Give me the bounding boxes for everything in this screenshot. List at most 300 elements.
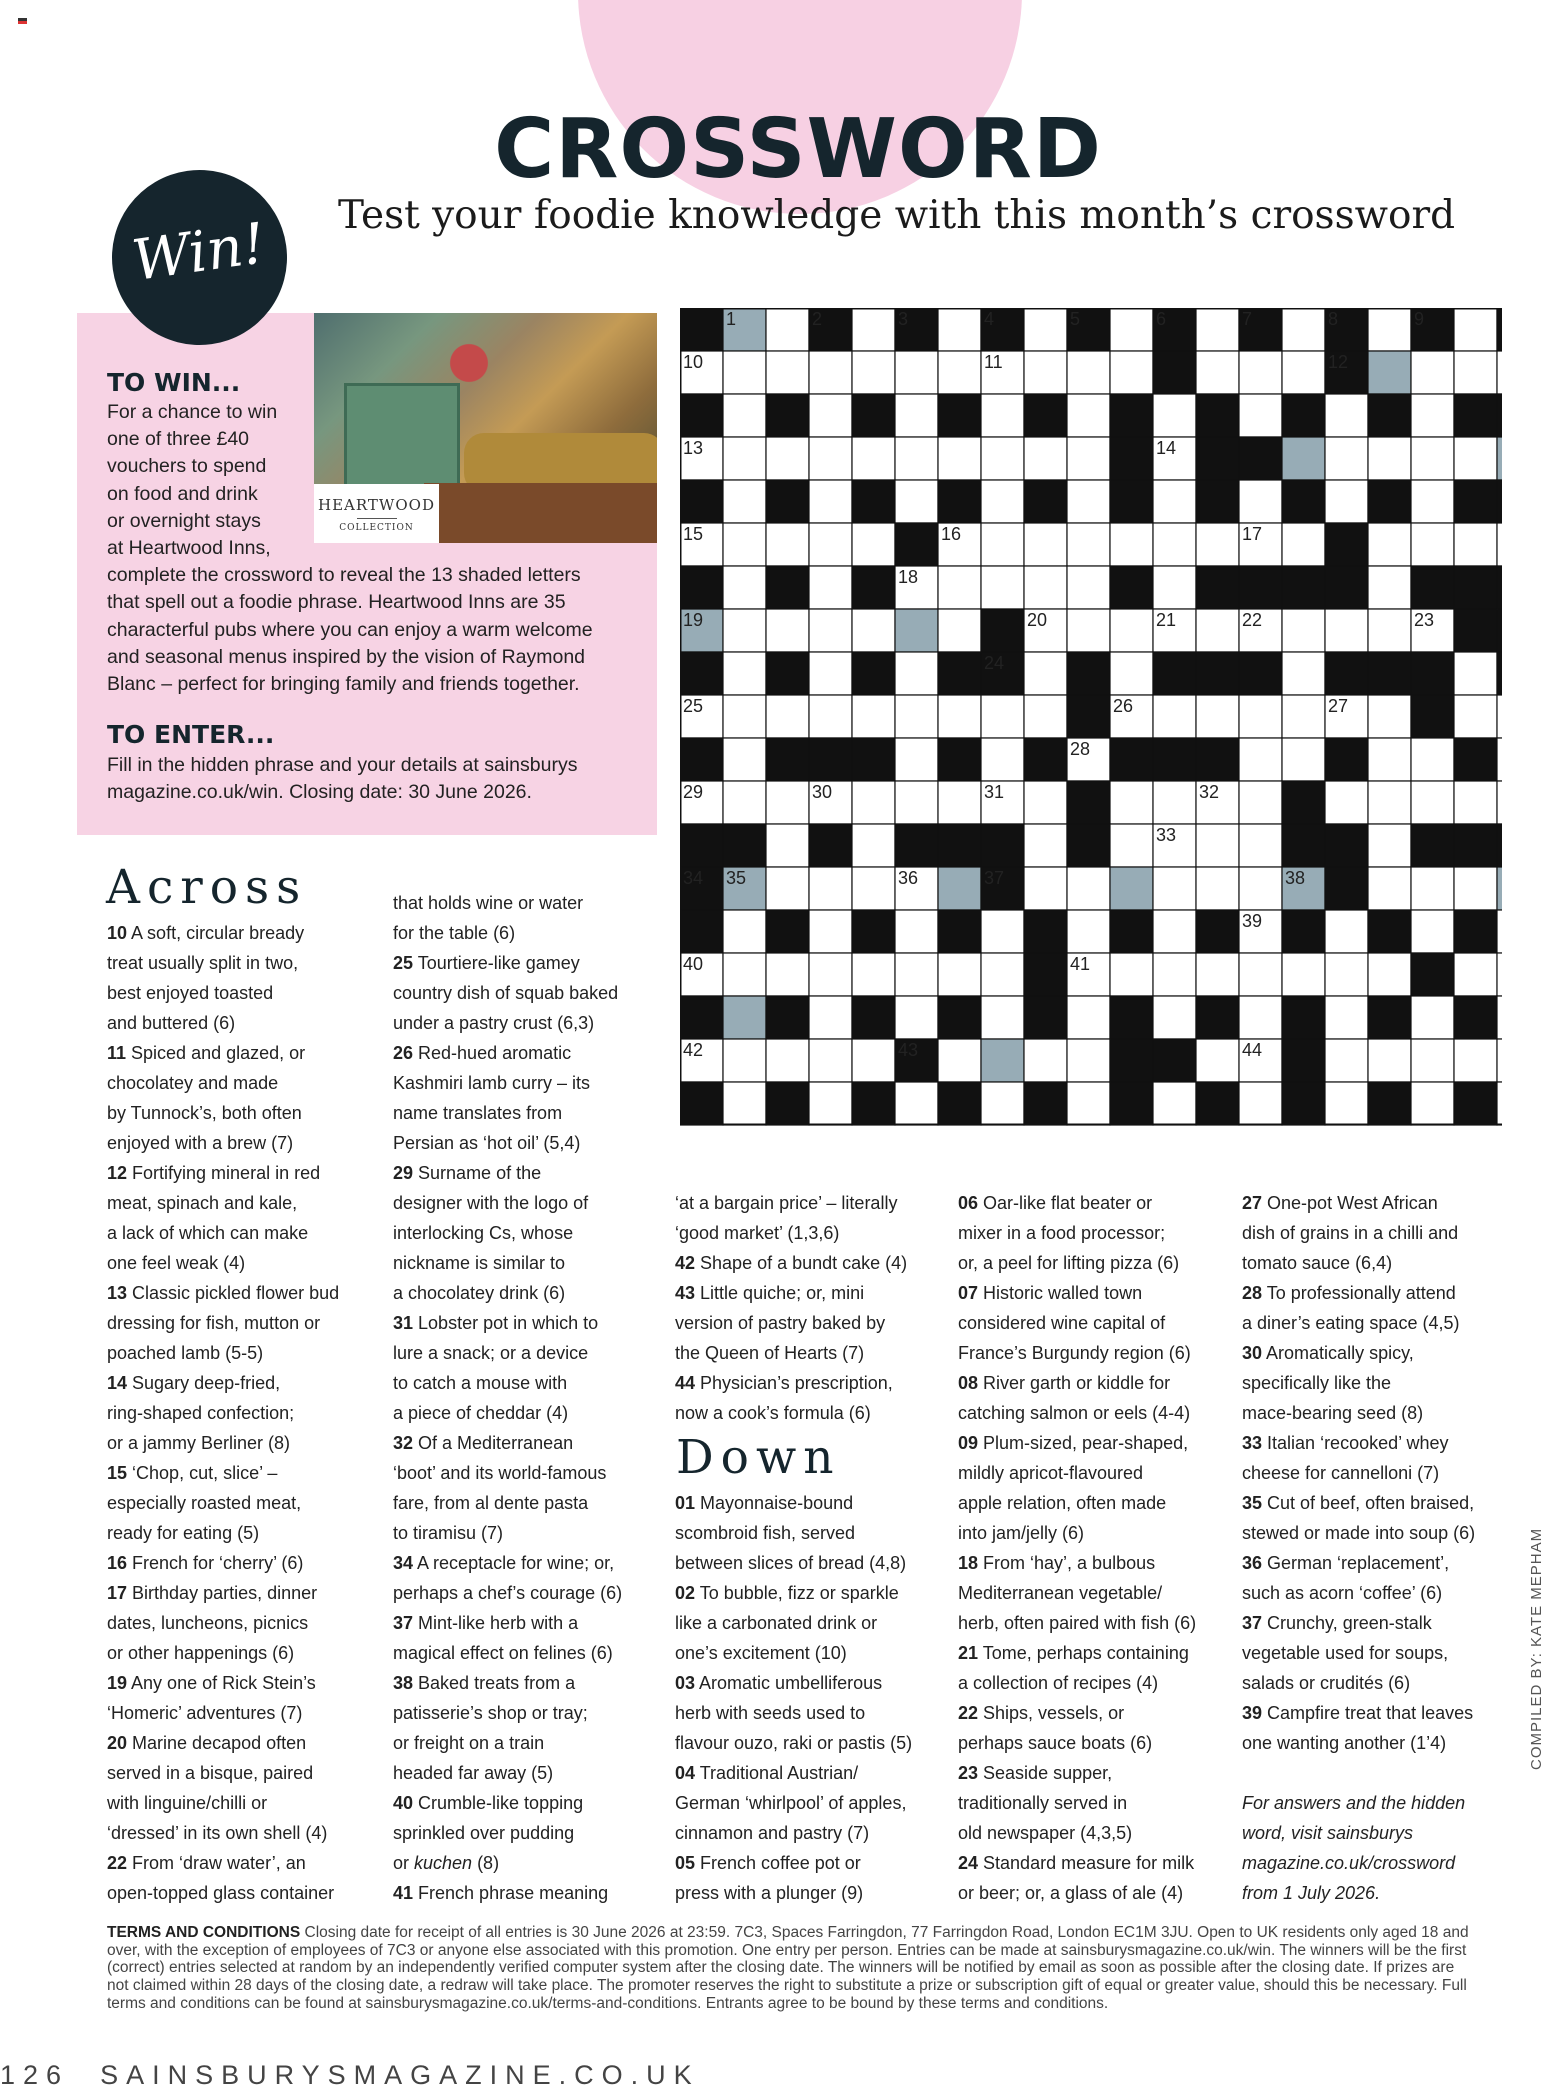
grid-cell-white[interactable]	[723, 652, 766, 695]
grid-cell-white[interactable]	[1497, 738, 1502, 781]
grid-cell-white[interactable]	[1239, 480, 1282, 523]
grid-cell-black	[1110, 394, 1153, 437]
grid-cell-white[interactable]	[1454, 867, 1497, 910]
grid-cell-white[interactable]	[809, 609, 852, 652]
grid-cell-white[interactable]	[1368, 781, 1411, 824]
clue-line: designer with the logo of	[393, 1193, 589, 1213]
grid-cell-black	[1153, 351, 1196, 394]
grid-cell-black	[1110, 566, 1153, 609]
grid-cell-white[interactable]	[981, 996, 1024, 1039]
clue-line: patisserie’s shop or tray;	[393, 1703, 588, 1723]
promo-line: that spell out a foodie phrase. Heartwood Inns are 35	[107, 591, 566, 614]
grid-cell-white[interactable]	[1067, 437, 1110, 480]
grid-cell-white[interactable]	[1024, 867, 1067, 910]
grid-cell-black	[766, 480, 809, 523]
grid-cell-white[interactable]	[723, 738, 766, 781]
clue-number: 15	[683, 524, 704, 544]
grid-cell-white[interactable]	[852, 437, 895, 480]
grid-cell-white[interactable]	[895, 996, 938, 1039]
grid-cell-white[interactable]	[1454, 953, 1497, 996]
grid-cell-white[interactable]	[938, 781, 981, 824]
grid-cell-white[interactable]	[1024, 437, 1067, 480]
grid-cell-white[interactable]	[1067, 394, 1110, 437]
clue-line: sprinkled over pudding	[393, 1823, 575, 1843]
grid-cell-white[interactable]	[1024, 566, 1067, 609]
grid-cell-black	[1411, 566, 1454, 609]
grid-cell-white[interactable]	[1153, 394, 1196, 437]
promo-line: vouchers to spend	[107, 455, 267, 478]
grid-cell-white[interactable]	[1368, 437, 1411, 480]
clue-line: considered wine capital of	[958, 1313, 1166, 1333]
clue-number: 12	[1328, 352, 1349, 372]
crossword-grid[interactable]	[680, 308, 1502, 1128]
grid-cell-white[interactable]	[895, 910, 938, 953]
grid-cell-white[interactable]	[1454, 437, 1497, 480]
grid-cell-white[interactable]	[1239, 781, 1282, 824]
grid-cell-white[interactable]	[1325, 781, 1368, 824]
clue-line: 09 Plum-sized, pear-shaped,	[958, 1433, 1189, 1453]
grid-cell-white[interactable]	[1110, 824, 1153, 867]
grid-cell-white[interactable]	[1497, 910, 1502, 953]
clue-line: 12 Fortifying mineral in red	[107, 1163, 321, 1183]
grid-cell-white[interactable]	[1497, 781, 1502, 824]
promo-line: or overnight stays	[107, 509, 261, 532]
promo-line: and seasonal menus inspired by the vision of Raymond	[107, 645, 586, 668]
grid-cell-white[interactable]	[1368, 566, 1411, 609]
grid-cell-white[interactable]	[981, 738, 1024, 781]
clue-line: stewed or made into soup (6)	[1242, 1523, 1476, 1543]
grid-cell-white[interactable]	[809, 437, 852, 480]
grid-cell-white[interactable]	[1239, 1082, 1282, 1125]
grid-cell-shaded[interactable]	[895, 609, 938, 652]
grid-cell-white[interactable]	[1282, 652, 1325, 695]
grid-cell-white[interactable]	[1196, 351, 1239, 394]
grid-cell-white[interactable]	[1325, 996, 1368, 1039]
grid-cell-white[interactable]	[1411, 523, 1454, 566]
clue-line: 11 Spiced and glazed, or	[107, 1043, 306, 1063]
grid-cell-white[interactable]	[1325, 953, 1368, 996]
grid-cell-white[interactable]	[1282, 609, 1325, 652]
clue-number: 42	[683, 1040, 704, 1060]
grid-cell-white[interactable]	[895, 738, 938, 781]
grid-cell-white[interactable]	[766, 351, 809, 394]
clue-line: interlocking Cs, whose	[393, 1223, 574, 1243]
grid-cell-white[interactable]	[1368, 523, 1411, 566]
grid-cell-white[interactable]	[938, 609, 981, 652]
clue-number: 23	[1414, 610, 1435, 630]
grid-cell-white[interactable]	[1368, 1039, 1411, 1082]
grid-cell-white[interactable]	[1153, 781, 1196, 824]
grid-cell-white[interactable]	[1153, 566, 1196, 609]
grid-cell-white[interactable]	[1411, 480, 1454, 523]
grid-cell-white[interactable]	[852, 781, 895, 824]
clue-line: herb with seeds used to	[675, 1703, 866, 1723]
grid-cell-white[interactable]	[981, 566, 1024, 609]
grid-cell-white[interactable]	[981, 1082, 1024, 1125]
grid-cell-black	[1497, 824, 1502, 867]
grid-cell-white[interactable]	[809, 1039, 852, 1082]
grid-cell-black	[680, 738, 723, 781]
grid-cell-white[interactable]	[766, 824, 809, 867]
grid-cell-white[interactable]	[809, 695, 852, 738]
clue-line: treat usually split in two,	[107, 953, 299, 973]
grid-cell-white[interactable]	[1239, 738, 1282, 781]
grid-cell-black	[1497, 652, 1502, 695]
grid-cell-white[interactable]	[1110, 609, 1153, 652]
grid-cell-black	[1411, 695, 1454, 738]
clue-number: 35	[726, 868, 747, 888]
grid-cell-white[interactable]	[938, 695, 981, 738]
grid-cell-white[interactable]	[1067, 351, 1110, 394]
grid-cell-white[interactable]	[723, 695, 766, 738]
grid-cell-white[interactable]	[895, 394, 938, 437]
grid-cell-white[interactable]	[1411, 351, 1454, 394]
grid-cell-white[interactable]	[1024, 695, 1067, 738]
clue-number: 9	[1414, 309, 1425, 329]
grid-cell-shaded[interactable]	[1368, 351, 1411, 394]
grid-cell-white[interactable]	[852, 824, 895, 867]
clue-line: 25 Tourtiere-like gamey	[393, 953, 580, 973]
grid-cell-white[interactable]	[809, 351, 852, 394]
clue-line: tomato sauce (6,4)	[1242, 1253, 1393, 1273]
grid-cell-white[interactable]	[895, 953, 938, 996]
grid-cell-black	[680, 996, 723, 1039]
grid-cell-shaded[interactable]	[1282, 437, 1325, 480]
grid-cell-black	[1024, 953, 1067, 996]
grid-cell-white[interactable]	[1153, 867, 1196, 910]
grid-cell-white[interactable]	[809, 910, 852, 953]
grid-cell-white[interactable]	[1282, 351, 1325, 394]
grid-cell-white[interactable]	[1411, 437, 1454, 480]
grid-cell-white[interactable]	[1239, 695, 1282, 738]
grid-cell-white[interactable]	[1239, 867, 1282, 910]
grid-cell-shaded[interactable]	[1110, 867, 1153, 910]
grid-cell-white[interactable]	[1067, 996, 1110, 1039]
grid-cell-black	[1454, 738, 1497, 781]
grid-cell-white[interactable]	[1411, 738, 1454, 781]
clue-number: 5	[1070, 309, 1081, 329]
grid-cell-white[interactable]	[1239, 996, 1282, 1039]
grid-cell-white[interactable]	[723, 609, 766, 652]
grid-cell-white[interactable]	[1325, 394, 1368, 437]
grid-cell-white[interactable]	[1196, 308, 1239, 351]
grid-cell-white[interactable]	[1497, 695, 1502, 738]
grid-cell-white[interactable]	[1239, 824, 1282, 867]
grid-cell-white[interactable]	[938, 1039, 981, 1082]
grid-cell-white[interactable]	[852, 351, 895, 394]
clue-line: 16 French for ‘cherry’ (6)	[107, 1553, 304, 1573]
grid-cell-white[interactable]	[1196, 695, 1239, 738]
clue-number: 2	[812, 309, 823, 329]
grid-cell-white[interactable]	[1153, 1082, 1196, 1125]
grid-cell-white[interactable]	[1325, 910, 1368, 953]
grid-cell-black	[1325, 652, 1368, 695]
grid-cell-white[interactable]	[1110, 523, 1153, 566]
grid-cell-white[interactable]	[895, 652, 938, 695]
grid-cell-white[interactable]	[1411, 910, 1454, 953]
clue-number: 17	[1242, 524, 1263, 544]
grid-cell-white[interactable]	[1454, 308, 1497, 351]
grid-cell-white[interactable]	[723, 953, 766, 996]
grid-cell-white[interactable]	[1497, 1039, 1502, 1082]
grid-cell-black	[852, 738, 895, 781]
grid-cell-white[interactable]	[766, 1039, 809, 1082]
grid-cell-white[interactable]	[1110, 308, 1153, 351]
grid-cell-white[interactable]	[1153, 695, 1196, 738]
clue-number: 44	[1242, 1040, 1263, 1060]
grid-cell-white[interactable]	[852, 1039, 895, 1082]
grid-cell-white[interactable]	[766, 695, 809, 738]
grid-cell-black	[1454, 566, 1497, 609]
clue-line: 08 River garth or kiddle for	[958, 1373, 1171, 1393]
grid-cell-white[interactable]	[1067, 867, 1110, 910]
grid-cell-white[interactable]	[1368, 738, 1411, 781]
grid-cell-white[interactable]	[1196, 609, 1239, 652]
grid-cell-white[interactable]	[1110, 953, 1153, 996]
grid-cell-white[interactable]	[981, 910, 1024, 953]
clue-line: mace-bearing seed (8)	[1242, 1403, 1424, 1423]
grid-cell-white[interactable]	[809, 566, 852, 609]
clue-line: especially roasted meat,	[107, 1493, 302, 1513]
compiler-credit: COMPILED BY: KATE MEPHAM	[1528, 1527, 1545, 1770]
grid-cell-white[interactable]	[1454, 523, 1497, 566]
page-title: CROSSWORD	[494, 102, 1102, 197]
grid-cell-white[interactable]	[1368, 824, 1411, 867]
clue-number: 26	[1113, 696, 1134, 716]
grid-cell-white[interactable]	[1368, 609, 1411, 652]
clue-line: chocolatey and made	[107, 1073, 279, 1093]
grid-cell-white[interactable]	[981, 695, 1024, 738]
clue-line: version of pastry baked by	[675, 1313, 886, 1333]
grid-cell-shaded[interactable]	[1497, 867, 1502, 910]
grid-cell-white[interactable]	[1067, 1082, 1110, 1125]
grid-cell-white[interactable]	[723, 437, 766, 480]
grid-cell-white[interactable]	[938, 437, 981, 480]
grid-cell-white[interactable]	[938, 351, 981, 394]
grid-cell-white[interactable]	[1282, 738, 1325, 781]
grid-cell-shaded[interactable]	[723, 996, 766, 1039]
grid-cell-white[interactable]	[723, 480, 766, 523]
grid-cell-white[interactable]	[1411, 1082, 1454, 1125]
grid-cell-white[interactable]	[981, 437, 1024, 480]
grid-cell-white[interactable]	[766, 609, 809, 652]
grid-cell-white[interactable]	[895, 781, 938, 824]
grid-cell-white[interactable]	[1153, 910, 1196, 953]
grid-cell-white[interactable]	[1153, 996, 1196, 1039]
to-enter-heading: TO ENTER...	[107, 720, 275, 749]
grid-cell-white[interactable]	[1454, 652, 1497, 695]
grid-cell-white[interactable]	[852, 695, 895, 738]
grid-cell-black	[1368, 480, 1411, 523]
grid-cell-white[interactable]	[1153, 480, 1196, 523]
grid-cell-white[interactable]	[1454, 695, 1497, 738]
grid-cell-white[interactable]	[938, 308, 981, 351]
grid-cell-white[interactable]	[1411, 996, 1454, 1039]
grid-cell-white[interactable]	[809, 996, 852, 1039]
grid-cell-white[interactable]	[1454, 351, 1497, 394]
grid-cell-white[interactable]	[809, 394, 852, 437]
promo-line: magazine.co.uk/win. Closing date: 30 June 2026.	[107, 781, 532, 804]
grid-cell-white[interactable]	[1196, 867, 1239, 910]
grid-cell-white[interactable]	[766, 867, 809, 910]
grid-cell-white[interactable]	[895, 351, 938, 394]
clue-line: 41 French phrase meaning	[393, 1883, 609, 1903]
clue-line: or a jammy Berliner (8)	[107, 1433, 291, 1453]
grid-cell-white[interactable]	[852, 523, 895, 566]
grid-cell-white[interactable]	[1024, 351, 1067, 394]
grid-cell-white[interactable]	[1024, 781, 1067, 824]
grid-cell-white[interactable]	[1411, 867, 1454, 910]
grid-cell-white[interactable]	[1325, 1082, 1368, 1125]
grid-cell-white[interactable]	[1196, 953, 1239, 996]
grid-cell-white[interactable]	[1368, 953, 1411, 996]
grid-cell-white[interactable]	[1454, 781, 1497, 824]
grid-cell-white[interactable]	[1067, 609, 1110, 652]
grid-cell-white[interactable]	[723, 1082, 766, 1125]
grid-cell-white[interactable]	[1196, 523, 1239, 566]
grid-cell-white[interactable]	[809, 523, 852, 566]
grid-cell-white[interactable]	[1239, 953, 1282, 996]
grid-cell-white[interactable]	[809, 480, 852, 523]
grid-cell-white[interactable]	[1325, 437, 1368, 480]
grid-cell-white[interactable]	[1411, 1039, 1454, 1082]
grid-cell-white[interactable]	[1067, 1039, 1110, 1082]
clue-line: herb, often paired with fish (6)	[958, 1613, 1197, 1633]
grid-cell-white[interactable]	[1239, 394, 1282, 437]
grid-cell-white[interactable]	[852, 867, 895, 910]
grid-cell-white[interactable]	[1067, 910, 1110, 953]
grid-cell-white[interactable]	[766, 308, 809, 351]
grid-cell-white[interactable]	[766, 437, 809, 480]
grid-cell-black	[981, 824, 1024, 867]
grid-cell-white[interactable]	[766, 523, 809, 566]
grid-cell-white[interactable]	[809, 953, 852, 996]
grid-cell-white[interactable]	[1497, 996, 1502, 1039]
grid-cell-white[interactable]	[1368, 308, 1411, 351]
clue-line: magical effect on felines (6)	[393, 1643, 613, 1663]
grid-cell-white[interactable]	[1282, 308, 1325, 351]
grid-cell-black	[1282, 910, 1325, 953]
grid-cell-white[interactable]	[1110, 351, 1153, 394]
grid-cell-white[interactable]	[723, 781, 766, 824]
clue-line: old newspaper (4,3,5)	[958, 1823, 1133, 1843]
grid-cell-black	[766, 910, 809, 953]
grid-cell-white[interactable]	[1368, 695, 1411, 738]
grid-cell-white[interactable]	[1325, 1039, 1368, 1082]
grid-cell-white[interactable]	[1282, 953, 1325, 996]
grid-cell-white[interactable]	[723, 910, 766, 953]
grid-cell-white[interactable]	[981, 953, 1024, 996]
grid-cell-white[interactable]	[852, 609, 895, 652]
grid-cell-white[interactable]	[1368, 867, 1411, 910]
grid-cell-white[interactable]	[1325, 609, 1368, 652]
grid-cell-white[interactable]	[981, 394, 1024, 437]
clue-line: 14 Sugary deep-fried,	[107, 1373, 281, 1393]
grid-cell-white[interactable]	[1325, 480, 1368, 523]
grid-cell-white[interactable]	[1411, 394, 1454, 437]
grid-cell-black	[680, 308, 723, 351]
grid-cell-white[interactable]	[723, 394, 766, 437]
grid-cell-white[interactable]	[723, 566, 766, 609]
grid-cell-white[interactable]	[1282, 523, 1325, 566]
page-subtitle: Test your foodie knowledge with this month’s crossword	[338, 193, 1456, 238]
grid-cell-white[interactable]	[1067, 566, 1110, 609]
grid-cell-white[interactable]	[1110, 652, 1153, 695]
grid-cell-black	[1024, 910, 1067, 953]
grid-cell-white[interactable]	[1411, 781, 1454, 824]
grid-cell-shaded[interactable]	[938, 867, 981, 910]
grid-cell-white[interactable]	[766, 953, 809, 996]
grid-cell-black	[1454, 480, 1497, 523]
grid-cell-black	[938, 824, 981, 867]
grid-cell-white[interactable]	[1497, 351, 1502, 394]
grid-cell-white[interactable]	[1497, 523, 1502, 566]
grid-cell-white[interactable]	[1497, 953, 1502, 996]
grid-cell-white[interactable]	[852, 308, 895, 351]
grid-cell-white[interactable]	[1239, 351, 1282, 394]
grid-cell-white[interactable]	[895, 480, 938, 523]
grid-cell-white[interactable]	[981, 480, 1024, 523]
grid-cell-white[interactable]	[1110, 781, 1153, 824]
grid-cell-black	[1325, 566, 1368, 609]
grid-cell-white[interactable]	[1067, 523, 1110, 566]
grid-cell-white[interactable]	[1024, 1039, 1067, 1082]
clue-line: mildly apricot-flavoured	[958, 1463, 1144, 1483]
clue-line: 32 Of a Mediterranean	[393, 1433, 574, 1453]
grid-cell-white[interactable]	[1067, 480, 1110, 523]
clue-line: 10 A soft, circular bready	[107, 923, 305, 943]
grid-cell-white[interactable]	[723, 523, 766, 566]
grid-cell-white[interactable]	[723, 1039, 766, 1082]
grid-cell-white[interactable]	[1196, 1039, 1239, 1082]
grid-cell-black	[1497, 394, 1502, 437]
grid-cell-white[interactable]	[1454, 1039, 1497, 1082]
grid-cell-white[interactable]	[809, 652, 852, 695]
grid-cell-shaded[interactable]	[981, 1039, 1024, 1082]
grid-cell-white[interactable]	[766, 781, 809, 824]
grid-cell-white[interactable]	[938, 953, 981, 996]
clue-line: country dish of squab baked	[393, 983, 619, 1003]
grid-cell-white[interactable]	[723, 351, 766, 394]
grid-cell-white[interactable]	[895, 1082, 938, 1125]
grid-cell-white[interactable]	[1024, 308, 1067, 351]
grid-cell-white[interactable]	[1153, 523, 1196, 566]
grid-cell-black	[1110, 1082, 1153, 1125]
grid-cell-black	[938, 738, 981, 781]
clue-number: 20	[1027, 610, 1048, 630]
promo-line: Fill in the hidden phrase and your details at sainsburys	[107, 754, 578, 776]
grid-cell-white[interactable]	[852, 953, 895, 996]
clue-line: 21 Tome, perhaps containing	[958, 1643, 1189, 1663]
grid-cell-white[interactable]	[1282, 695, 1325, 738]
grid-cell-shaded[interactable]	[1497, 437, 1502, 480]
grid-cell-white[interactable]	[1024, 523, 1067, 566]
grid-cell-white[interactable]	[1024, 652, 1067, 695]
grid-cell-white[interactable]	[809, 867, 852, 910]
grid-cell-white[interactable]	[809, 1082, 852, 1125]
grid-cell-white[interactable]	[981, 523, 1024, 566]
grid-cell-black	[981, 609, 1024, 652]
grid-cell-white[interactable]	[1497, 1082, 1502, 1125]
clue-line: nickname is similar to	[393, 1253, 566, 1273]
grid-cell-white[interactable]	[1196, 824, 1239, 867]
grid-cell-white[interactable]	[1153, 953, 1196, 996]
grid-cell-white[interactable]	[938, 566, 981, 609]
clue-line: Mediterranean vegetable/	[958, 1583, 1163, 1603]
grid-cell-white[interactable]	[895, 695, 938, 738]
grid-cell-white[interactable]	[1024, 824, 1067, 867]
grid-cell-white[interactable]	[895, 437, 938, 480]
